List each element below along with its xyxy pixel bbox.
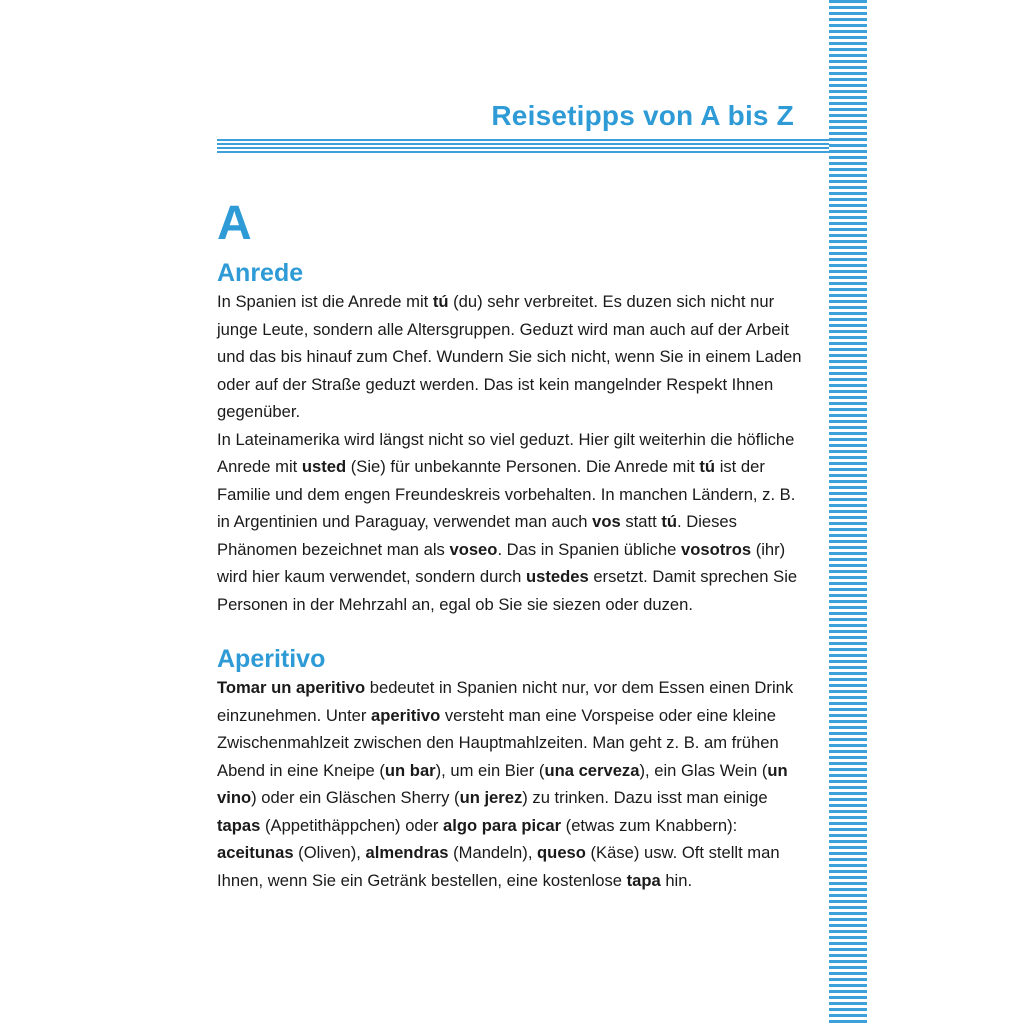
decorative-stripe-bar (829, 0, 867, 1024)
title-divider (217, 139, 829, 153)
bold-term: tapa (626, 870, 661, 890)
bold-term: almendras (365, 843, 449, 862)
text-run: hin. (660, 870, 693, 890)
bold-term: vos (592, 512, 621, 531)
text-run: ), ein Glas Wein ( (639, 760, 768, 780)
bold-term: tapas (217, 815, 261, 835)
bold-term: usted (301, 457, 347, 476)
text-run: statt (620, 512, 662, 531)
bold-term: queso (537, 843, 586, 862)
bold-term: un jerez (459, 788, 523, 807)
text-run: (Oliven), (293, 843, 366, 862)
text-run: (etwas zum Knabbern): (561, 815, 738, 835)
bold-term: un bar (384, 760, 436, 780)
text-run: (Appetithäppchen) oder (260, 815, 444, 835)
bold-term: aceitunas (217, 843, 294, 862)
bold-term: tú (432, 292, 449, 311)
section-anrede (217, 258, 807, 618)
text-run: (du) sehr verbreitet. Es duzen sich nicht nur junge Leute, sondern alle Altersgruppen. Geduzt wird man auch auf der Arbeit und das bis hinauf zum Chef. Wundern Sie sich nicht, wenn Sie in einem Laden oder auf der Straße geduzt werden. Das ist kein mangelnder Respekt Ihnen gegenüber. (217, 292, 802, 421)
text-run: In Spanien ist die Anrede mit (217, 292, 433, 311)
text-run: ) oder ein Gläschen Sherry ( (251, 788, 460, 807)
bold-term: tú (661, 512, 677, 531)
text-run: versteht man eine Vorspeise oder eine kleine Zwischenmahlzeit zwischen den Hauptmahlzeiten. Man geht z. B. am frühen Abend in eine Kneipe ( (217, 705, 779, 780)
text-run: (Mandeln), (448, 843, 538, 862)
section-letter: A (217, 197, 252, 250)
page-content (217, 196, 807, 894)
bold-term: Tomar un aperitivo (217, 678, 366, 697)
bold-term: voseo (449, 539, 498, 559)
bold-term: vosotros (681, 539, 752, 559)
text-run: ), um ein Bier ( (435, 760, 545, 780)
paragraph (217, 426, 807, 619)
bold-term: una cerveza (544, 760, 640, 780)
text-run: (ihr) wird hier kaum verwendet, sondern durch (217, 539, 786, 586)
paragraph (217, 674, 807, 894)
text-run: (Käse) usw. Oft stellt man Ihnen, wenn Sie ein Getränk bestellen, eine kostenlose (217, 843, 780, 890)
bold-term: aperitivo (371, 705, 441, 725)
text-run: . Das in Spanien übliche (497, 539, 682, 559)
text-run: . Dieses Phänomen bezeichnet man als (217, 512, 737, 559)
section-heading-anrede: Anrede (217, 259, 304, 287)
paragraph (217, 288, 807, 426)
bold-term: algo para picar (443, 815, 562, 835)
bold-term: un vino (217, 760, 788, 807)
text-run: In Lateinamerika wird längst nicht so viel geduzt. Hier gilt weiterhin die höfliche Anrede mit (217, 429, 795, 476)
text-run: ersetzt. Damit sprechen Sie Personen in der Mehrzahl an, egal ob Sie sie siezen oder duzen. (217, 567, 798, 614)
bold-term: tú (699, 457, 716, 476)
bold-term: ustedes (525, 567, 589, 586)
page-title: Reisetipps von A bis Z (491, 100, 794, 131)
text-run: ist der Familie und dem engen Freundeskreis vorbehalten. In manchen Ländern, z. B. in Argentinien und Paraguay, verwendet man auch (217, 457, 796, 531)
section-heading-aperitivo: Aperitivo (217, 645, 326, 673)
section-aperitivo (217, 644, 807, 894)
text-run: ) zu trinken. Dazu isst man einige (522, 788, 768, 807)
text-run: bedeutet in Spanien nicht nur, vor dem Essen einen Drink einzunehmen. Unter (217, 678, 794, 725)
text-run: (Sie) für unbekannte Personen. Die Anrede mit (346, 457, 700, 476)
